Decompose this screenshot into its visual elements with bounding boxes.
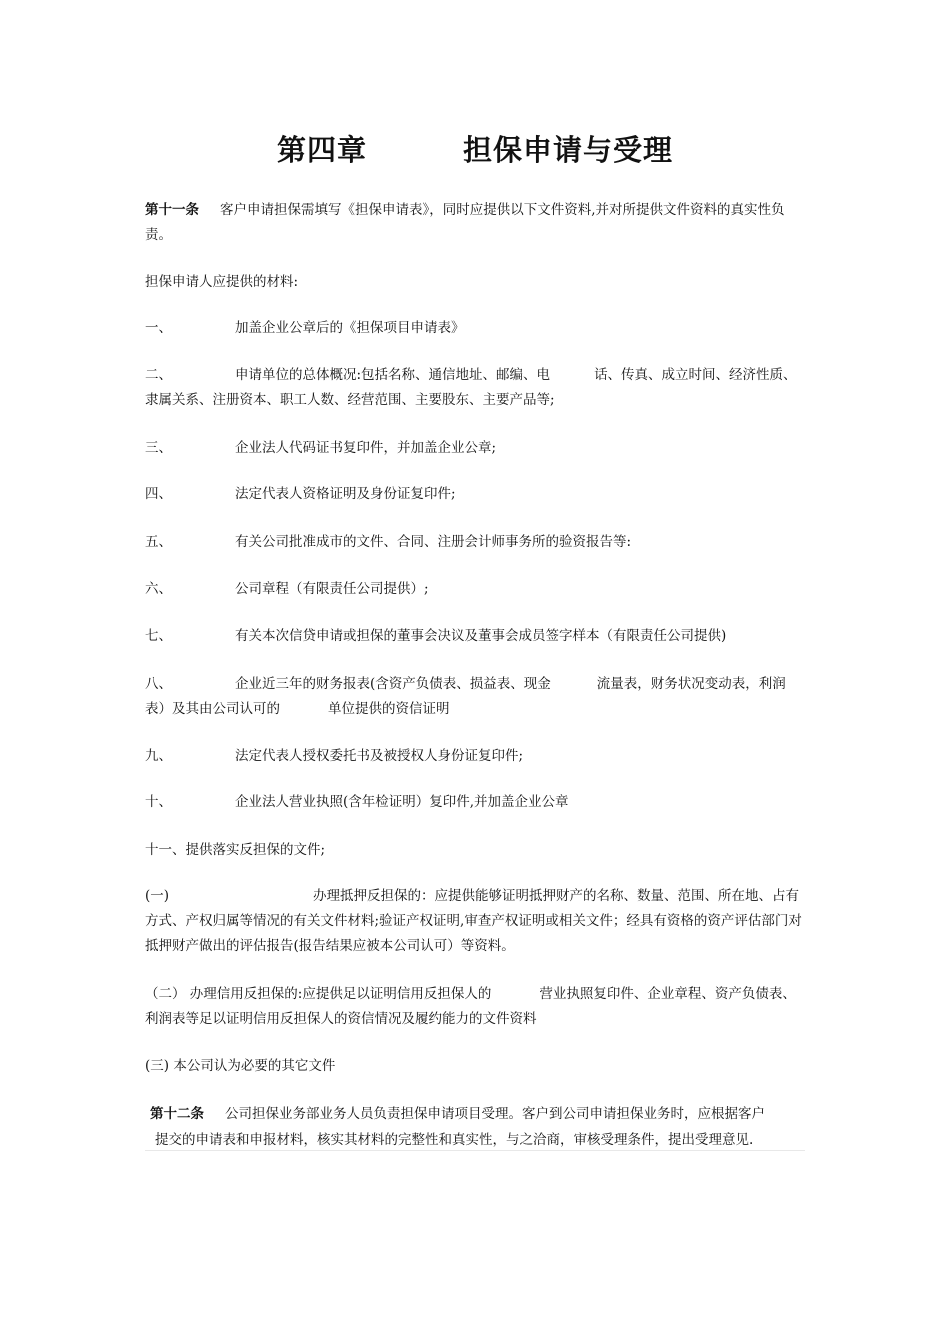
footer-divider bbox=[145, 1150, 805, 1151]
list-item-number: 三、 bbox=[145, 440, 172, 456]
list-item-text: 法定代表人授权委托书及被授权人身份证复印件; bbox=[235, 748, 524, 764]
sub-item-number: (三) bbox=[145, 1058, 170, 1074]
list-item-text: 申请单位的总体概况:包括名称、通信地址、邮编、电 bbox=[235, 367, 551, 383]
list-item-text: 法定代表人资格证明及身份证复印件; bbox=[235, 486, 456, 502]
sub-item-text: 办理信用反担保的:应提供足以证明信用反担保人的 bbox=[189, 986, 492, 1002]
list-item-1 bbox=[145, 316, 805, 341]
list-item-11: 十一、提供落实反担保的文件; bbox=[145, 842, 326, 858]
chapter-title bbox=[0, 128, 950, 169]
list-item-text: 有关公司批准成市的文件、合同、注册会计师事务所的验资报告等: bbox=[235, 534, 632, 550]
list-item-7 bbox=[145, 624, 805, 649]
article-11 bbox=[145, 198, 805, 248]
materials-heading: 担保申请人应提供的材料: bbox=[145, 274, 299, 290]
article-11-text: 客户申请担保需填写《担保申请表》，同时应提供以下文件资料,并对所提供文件资料的真实性负责。 bbox=[145, 202, 785, 243]
list-item-number: 十、 bbox=[145, 794, 172, 810]
sub-item-text: 本公司认为必要的其它文件 bbox=[173, 1058, 336, 1074]
article-12-line2: 提交的申请表和申报材料，核实其材料的完整性和真实性，与之洽商，审核受理条件，提出受理意见. bbox=[155, 1132, 754, 1148]
article-12-line1: 公司担保业务部业务人员负责担保申请项目受理。客户到公司申请担保业务时，应根据客户 bbox=[225, 1106, 765, 1122]
list-item-10 bbox=[145, 790, 805, 815]
sub-item-number: (一) bbox=[145, 888, 170, 904]
article-11-label: 第十一条 bbox=[145, 202, 199, 218]
list-item-number: 七、 bbox=[145, 628, 172, 644]
list-item-text: 企业法人代码证书复印件，并加盖企业公章; bbox=[235, 440, 497, 456]
list-item-8 bbox=[145, 672, 805, 722]
list-item-2 bbox=[145, 363, 805, 413]
list-item-number: 八、 bbox=[145, 676, 172, 692]
list-item-number: 六、 bbox=[145, 581, 172, 597]
list-item-3 bbox=[145, 436, 805, 461]
sub-item-2 bbox=[145, 982, 805, 1032]
list-item-9 bbox=[145, 744, 805, 769]
chapter-name: 担保申请与受理 bbox=[463, 133, 674, 167]
list-item-text-cont2: 单位提供的资信证明 bbox=[328, 701, 450, 717]
list-item-number: 五、 bbox=[145, 534, 172, 550]
list-item-5 bbox=[145, 530, 805, 555]
list-item-number: 一、 bbox=[145, 320, 172, 336]
list-item-text-cont: 话、传真、成立时间、经济性质、隶属关系、注册资本、职工人数、经营范围、主要股东、主要产品等; bbox=[145, 367, 797, 408]
list-item-text: 企业近三年的财务报表(含资产负债表、损益表、现金 bbox=[235, 676, 551, 692]
list-item-text: 公司章程（有限责任公司提供）; bbox=[235, 581, 429, 597]
list-item-number: 四、 bbox=[145, 486, 172, 502]
list-item-text: 加盖企业公章后的《担保项目申请表》 bbox=[235, 320, 465, 336]
list-item-4 bbox=[145, 482, 805, 507]
sub-item-1 bbox=[145, 884, 805, 959]
list-item-6 bbox=[145, 577, 805, 602]
article-12 bbox=[150, 1101, 805, 1153]
sub-item-text: 办理抵押反担保的：应提供能够证明抵押财产的名称、数量、范围、所在地、占有方式、产权归属等情况的有关文件材料;验证产权证明,审查产权证明或相关文件；经具有资格的资产评估部门对抵押财产做出的评估报告(报告结果应被本公司认可）等资料。 bbox=[145, 888, 802, 954]
sub-item-text-cont: 营业执照复印件、企业章程、资产负债表、利润表等足以证明信用反担保人的资信情况及履约能力的文件资料 bbox=[145, 986, 796, 1027]
sub-item-3 bbox=[145, 1054, 805, 1079]
article-12-label: 第十二条 bbox=[150, 1106, 204, 1122]
sub-item-number: （二） bbox=[145, 986, 186, 1002]
list-item-text: 企业法人营业执照(含年检证明）复印件,并加盖企业公章 bbox=[235, 794, 569, 810]
list-item-number: 九、 bbox=[145, 748, 172, 764]
list-item-text-cont: 流量表，财务状况变动表，利润表）及其由公司认可的 bbox=[145, 676, 786, 717]
chapter-number: 第四章 bbox=[276, 133, 367, 167]
list-item-text: 有关本次信贷申请或担保的董事会决议及董事会成员签字样本（有限责任公司提供) bbox=[235, 628, 727, 644]
list-item-number: 二、 bbox=[145, 367, 172, 383]
